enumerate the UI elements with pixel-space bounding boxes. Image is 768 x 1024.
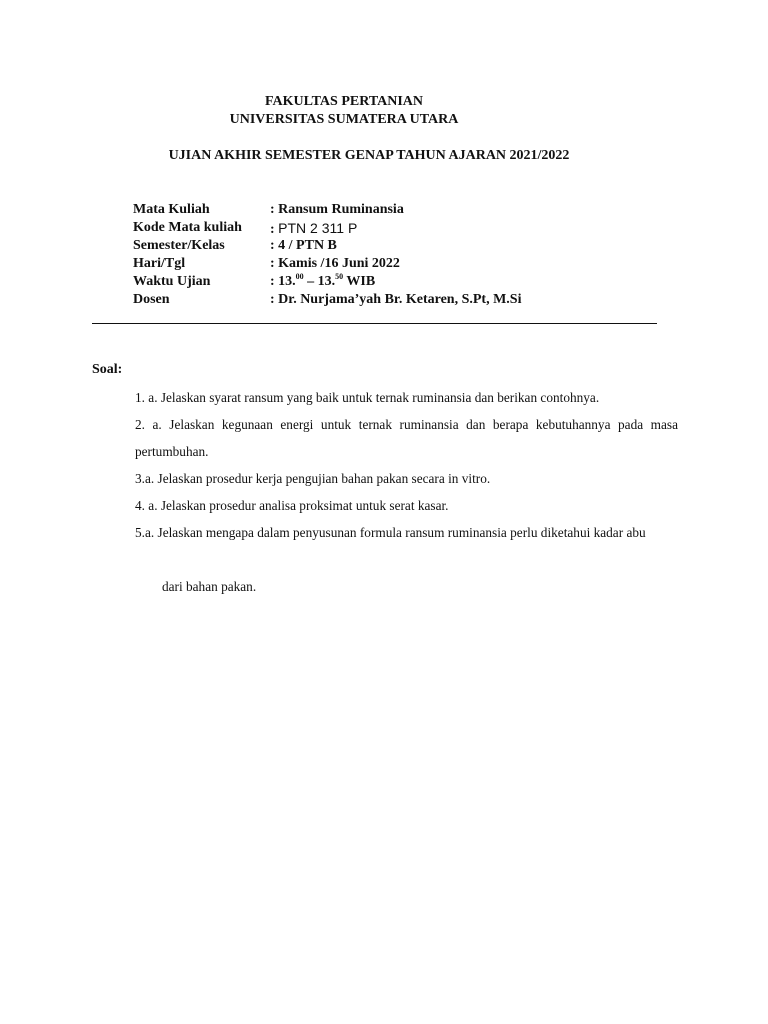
kode-value-wrap [270, 219, 357, 239]
waktu-dash: – 13. [303, 274, 336, 289]
question-5-continuation: dari bahan pakan. [162, 579, 257, 594]
question-1: 1. a. Jelaskan syarat ransum yang baik untuk ternak ruminansia dan berikan contohnya. [135, 390, 600, 405]
soal-label: Soal: [92, 362, 123, 377]
dosen-label: Dosen [133, 292, 170, 307]
question-4: 4. a. Jelaskan prosedur analisa proksimat untuk serat kasar. [135, 498, 449, 513]
mata-kuliah-value: : Ransum Ruminansia [270, 202, 404, 217]
university-title: UNIVERSITAS SUMATERA UTARA [229, 112, 459, 127]
hari-value: : Kamis /16 Juni 2022 [270, 256, 400, 271]
waktu-suffix: WIB [343, 274, 376, 289]
question-2: 2. a. Jelaskan kegunaan energi untuk ternak ruminansia dan berapa kebutuhannya pada masa pertumbuhan. [135, 417, 678, 459]
semester-label: Semester/Kelas [133, 238, 225, 253]
waktu-value [270, 273, 375, 291]
semester-value: : 4 / PTN B [270, 238, 337, 253]
exam-title: UJIAN AKHIR SEMESTER GENAP TAHUN AJARAN 2021/2022 [168, 148, 570, 163]
waktu-end-sup: 50 [335, 272, 344, 281]
kode-value: PTN 2 311 P [278, 220, 358, 236]
kode-label: Kode Mata kuliah [133, 220, 242, 235]
hari-label: Hari/Tgl [133, 256, 186, 271]
faculty-title: FAKULTAS PERTANIAN [264, 94, 424, 109]
kode-colon: : [270, 222, 279, 237]
waktu-label: Waktu Ujian [133, 274, 211, 289]
divider-line [92, 323, 657, 324]
waktu-start-sup: 00 [295, 272, 304, 281]
question-5: 5.a. Jelaskan mengapa dalam penyusunan formula ransum ruminansia perlu diketahui kadar abu [135, 525, 646, 540]
question-3: 3.a. Jelaskan prosedur kerja pengujian bahan pakan secara in vitro. [135, 471, 491, 486]
waktu-prefix: : 13. [270, 274, 296, 289]
mata-kuliah-label: Mata Kuliah [133, 202, 210, 217]
dosen-value: : Dr. Nurjama’yah Br. Ketaren, S.Pt, M.Si [270, 292, 522, 307]
